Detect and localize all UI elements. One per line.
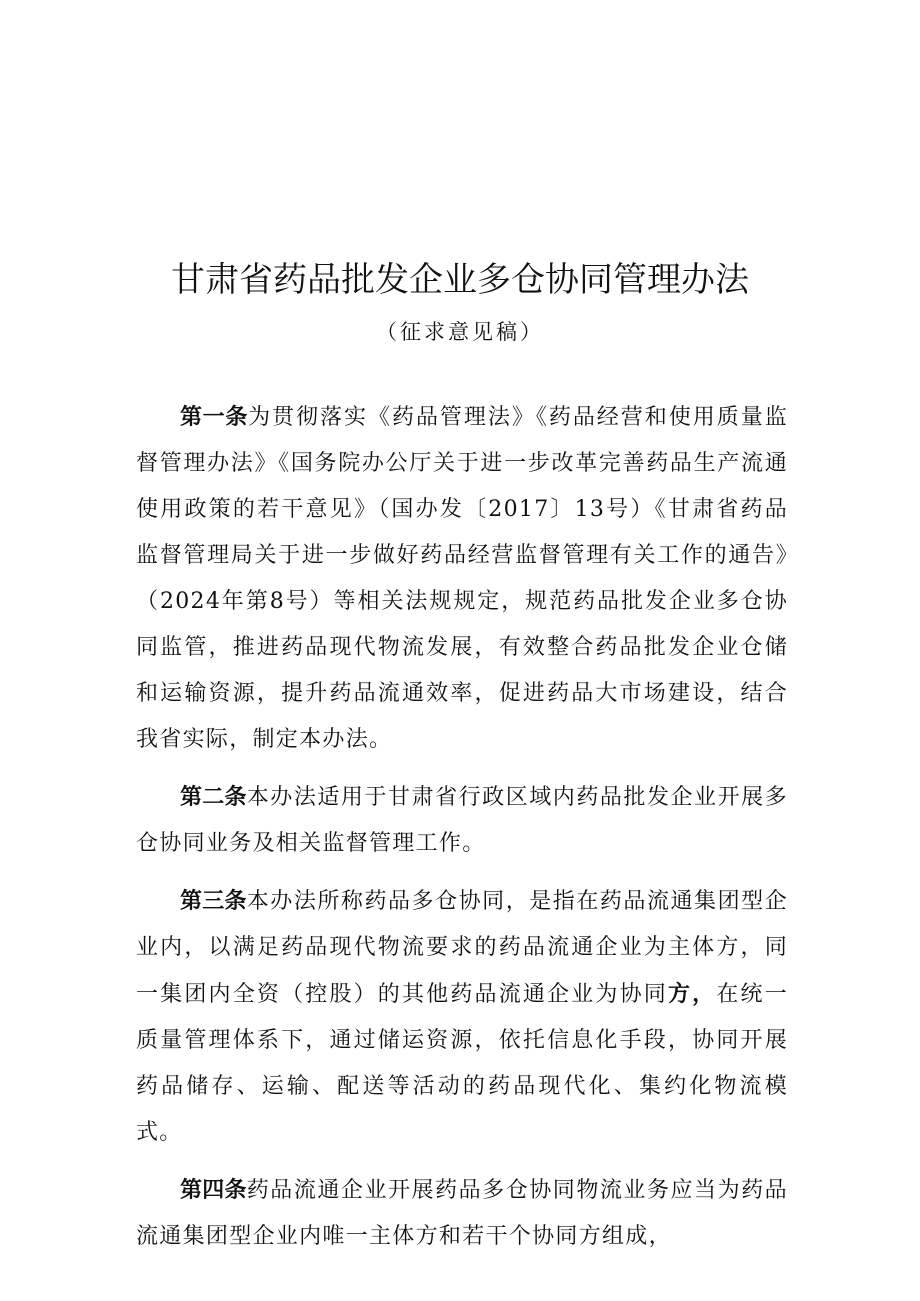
document-body — [136, 395, 788, 1272]
article-2 — [136, 775, 788, 867]
article-1 — [136, 395, 788, 763]
article-3 — [136, 879, 788, 1156]
article-4-text: 药品流通企业开展药品多仓协同物流业务应当为药品流通集团型企业内唯一主体方和若干个协同方组成， — [136, 1178, 788, 1249]
document-title: 甘肃省药品批发企业多仓协同管理办法 — [171, 260, 749, 300]
article-1-text: 为贯彻落实《药品管理法》《药品经营和使用质量监督管理办法》《国务院办公厅关于进一步改革完善药品生产流通使用政策的若干意见》（国办发〔2017〕13号）《甘肃省药品监督管理局关于进一步做好药品经营监督管理有关工作的通告》（2024年第8号）等相关法规规定，规范药品批发企业多仓协同监管，推进药品现代物流发展，有效整合药品批发企业仓储和运输资源，提升药品流通效率，促进药品大市场建设，结合我省实际，制定本办法。 — [136, 405, 788, 752]
article-4-lead: 第四条 — [180, 1178, 247, 1203]
article-3-text-cont: 在统一质量管理体系下，通过储运资源，依托信息化手段，协同开展药品储存、运输、配送等活动的药品现代化、集约化物流模式。 — [136, 982, 789, 1145]
article-3-lead: 第三条 — [180, 889, 247, 914]
article-1-lead: 第一条 — [180, 405, 249, 430]
article-3-bold-text: 方， — [667, 981, 717, 1007]
document-subtitle: （征求意见稿） — [376, 320, 544, 344]
article-3-text: 本办法所称药品多仓协同，是指在药品流通集团型企业内，以满足药品现代物流要求的药品流通企业为主体方，同一集团内全资（控股）的其他药品流通企业为协同 — [136, 889, 788, 1007]
article-2-text: 本办法适用于甘肃省行政区域内药品批发企业开展多仓协同业务及相关监督管理工作。 — [136, 785, 788, 856]
article-4 — [136, 1168, 788, 1260]
article-2-lead: 第二条 — [180, 785, 247, 810]
